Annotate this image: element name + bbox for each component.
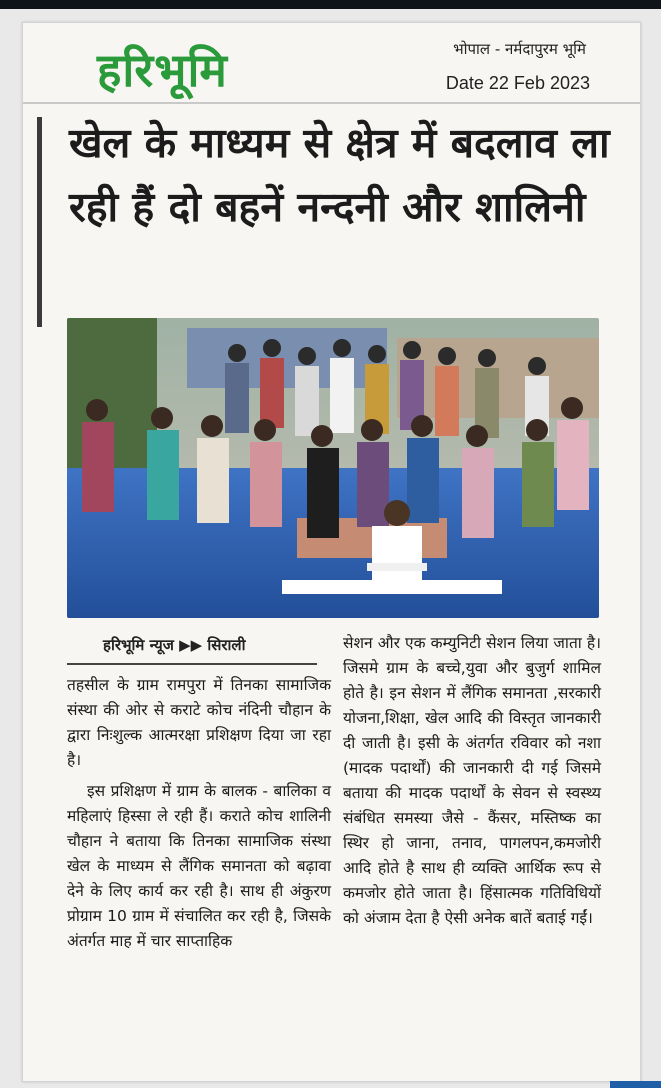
article-photo <box>67 318 599 618</box>
article-paragraph: इस प्रशिक्षण में ग्राम के बालक - बालिका व महिलाएं हिस्सा ले रही हैं। कराते कोच शालिनी चौहान ने बताया कि तिनका सामाजिक संस्था खेल के माध्यम से लैंगिक समानता को बढ़ावा देने के लिए कार्य कर रही है। साथ ही अंकुरण प्रोग्राम 10 ग्राम में संचालित कर रही है, जिसके अंतर्गत माह में चार साप्ताहिक <box>67 782 331 950</box>
masthead-logo: हरिभूमि <box>97 43 228 97</box>
headline-accent-bar <box>37 117 42 327</box>
newspaper-clipping <box>22 22 641 1082</box>
article-column-left <box>67 673 331 954</box>
byline-rule <box>67 663 317 665</box>
article-paragraph: तहसील के ग्राम रामपुरा में तिनका सामाजिक संस्था की ओर से कराटे कोच नंदिनी चौहान के द्वारा निःशुल्क आत्मरक्षा प्रशिक्षण दिया जा रहा है। <box>67 676 331 769</box>
article-paragraph: सेशन और एक कम्युनिटी सेशन लिया जाता है। जिसमे ग्राम के बच्चे,युवा और बुजुर्ग शामिल होते है। इन सेशन में लैंगिक समानता ,सरकारी योजना,शिक्षा, खेल आदि की विस्तृत जानकारी दी जाती है। इसी के अंतर्गत रविवार को नशा (मादक पदार्थों) की जानकारी दी गई जिसमे बताया की मादक पदार्थों के सेवन से स्वस्थ्य संबंधित समस्या जैसे - कैंसर, मस्तिष्क का स्थिर हो जाना, तनाव, पागलपन,कमजोरी आदि होते है साथ ही व्यक्ति आर्थिक रूप से कमजोर होते जाता है। हिंसात्मक गतिविधियों को अंजाम देता है ऐसी अनेक बातें बताई गईं। <box>343 634 601 927</box>
bottom-accent-bar <box>610 1081 661 1088</box>
edition-label: भोपाल - नर्मदापुरम भूमि <box>453 40 586 58</box>
masthead-divider <box>23 102 640 104</box>
top-status-bar <box>0 0 661 9</box>
headline: खेल के माध्यम से क्षेत्र में बदलाव ला रही हैं दो बहनें नन्दनी और शालिनी <box>69 119 610 231</box>
article-column-right <box>343 631 601 931</box>
publication-date: Date 22 Feb 2023 <box>445 73 590 93</box>
byline: हरिभूमि न्यूज ▶▶ सिराली <box>103 636 246 654</box>
